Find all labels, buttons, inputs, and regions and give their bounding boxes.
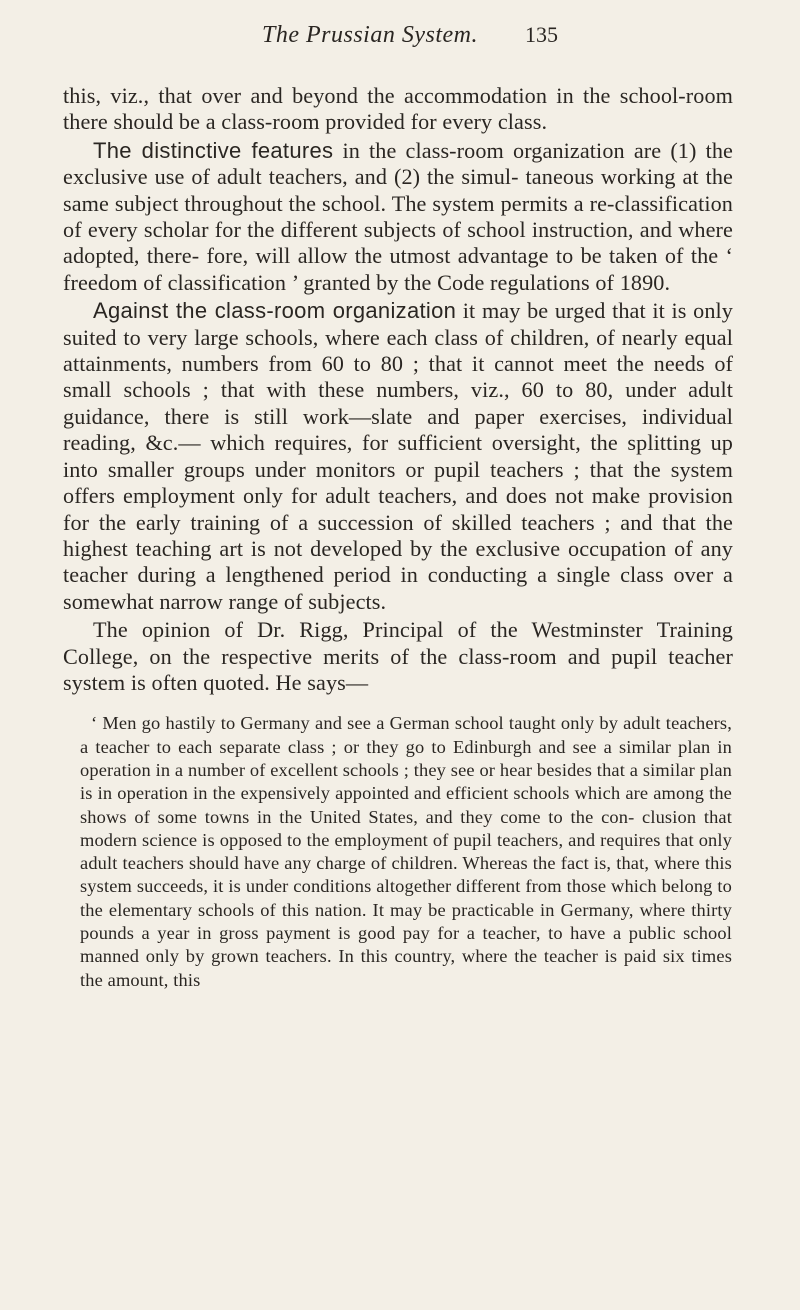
paragraph-rigg-opinion: The opinion of Dr. Rigg, Principal of the Westminster Training College, on the respective merits of the class-room and pupil teacher system is often quoted. He says— [63, 617, 733, 695]
running-title: The Prussian System. [262, 22, 478, 48]
paragraph-against-organization [63, 298, 733, 615]
paragraph-text: it may be urged that it is only suited to very large schools, where each class of children, of nearly equal attainments, numbers from 60 to 80 ; that it cannot meet the needs of small schools ; that with these numbers, viz., 60 to 80, under adult guidance, there is still work—slate and paper exercises, individual reading, &c.— which requires, for sufficient oversight, the splitting up into smaller groups under monitors or pupil teachers ; that the system offers employment only for adult teachers, and does not make provision for the early training of a succession of skilled teachers ; and that the highest teaching art is not developed by the exclusive occupation of any teacher during a lengthened period in conducting a single class over a somewhat narrow range of subjects. [63, 298, 733, 614]
block-quote: ‘ Men go hastily to Germany and see a German school taught only by adult teachers, a teacher to each separate class ; or they go to Edinburgh and see a similar plan in operation in a number of excellent schools ; they see or hear besides that a similar plan is in operation in the expensively appointed and efficient schools which are among the shows of some towns in the United States, and they come to the con- clusion that modern science is opposed to the employment of pupil teachers, and requires that only adult teachers should have any charge of children. Whereas the fact is, that, where this system succeeds, it is under conditions altogether different from those which belong to the elementary schools of this nation. It may be practicable in Germany, where thirty pounds a year in gross payment is good pay for a teacher, to have a public school manned only by grown teachers. In this country, where the teacher is paid six times the amount, this [80, 713, 732, 990]
paragraph-distinctive-features [63, 138, 733, 296]
page-body [63, 83, 733, 992]
paragraph-continuation: this, viz., that over and beyond the accommodation in the school-room there should be a class-room provided for every class. [63, 83, 733, 135]
paragraph-lead-phrase: The distinctive features [93, 137, 334, 163]
paragraph-text: in the class-room organization are (1) the exclusive use of adult teachers, and (2) the simul- taneous working at the same subject throughout the school. The system permits a re-classification of every scholar for the different subjects of school instruction, and where adopted, there- fore, will allow the utmost advantage to be taken of the ‘ freedom of classification ’ granted by the Code regulations of 1890. [63, 137, 734, 295]
page-header [0, 22, 800, 62]
page-number: 135 [525, 22, 558, 47]
paragraph-lead-phrase: Against the class-room organization [93, 298, 457, 324]
